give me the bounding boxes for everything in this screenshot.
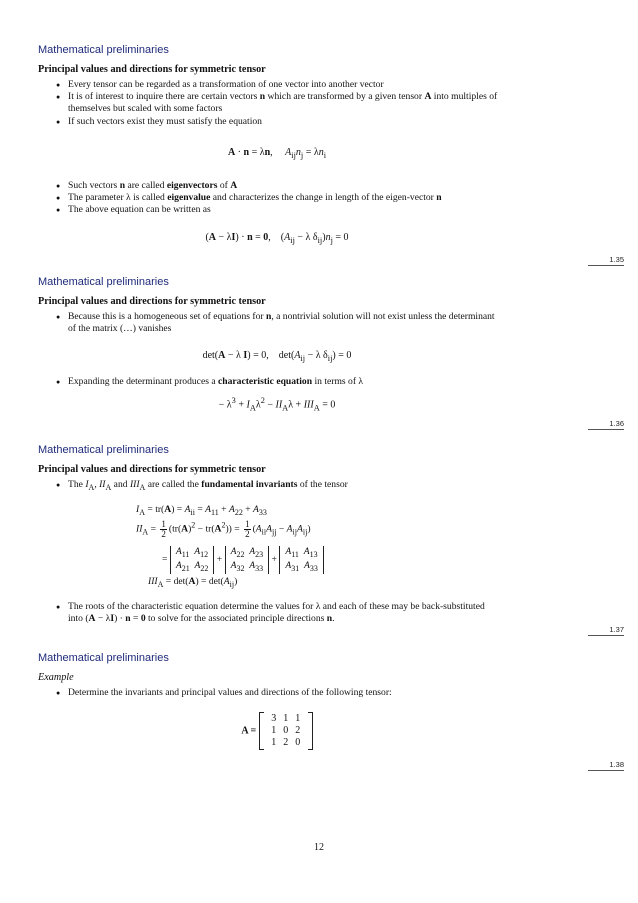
bullet-item: ● Expanding the determinant produces a characteristic equation in terms of λ xyxy=(56,376,498,388)
bullet-item: ● It is of interest to inquire there are certain vectors n which are transformed by a given tensor A into multiples of themselves but scaled with some factors xyxy=(56,91,498,115)
slide-1-37 xyxy=(38,444,624,636)
slide-number: 1.36 xyxy=(609,419,624,428)
invariant-2: $II_A$ = $\frac{1}{2}$ $(tr(A)^2 - tr(A^2))$ = $\frac{1}{2}$ $(A_{ii}A_{jj} - A_{ij}A_{ij})$ xyxy=(136,519,311,539)
bullet-list xyxy=(56,311,498,335)
invariant-3: $III_A = \det(A) = \det(A_{ij})$ xyxy=(148,576,238,589)
minor-determinant: $A_{11}$ $A_{13}$ $A_{31}$ $A_{33}$ xyxy=(279,546,324,574)
slide-divider xyxy=(588,265,624,266)
slide-subtitle: Example xyxy=(38,672,74,683)
slide-divider xyxy=(588,770,624,771)
bullet-item: ● Such vectors n are called eigenvectors of A xyxy=(56,180,498,192)
example-matrix xyxy=(259,712,313,750)
slide-subtitle: Principal values and directions for symmetric tensor xyxy=(38,296,266,307)
bullet-list xyxy=(56,79,498,128)
invariant-2-determinants: = $A_{11}$ $A_{12}$ $A_{21}$ $A_{22} + A_{22}$ $A_{23}$ $A_{32}$ $A_{33} + A_{11}$ $A_{13}$ $A_{31}$ $A_{33}$ xyxy=(162,546,324,574)
slide-title: Mathematical preliminaries xyxy=(38,652,169,664)
slide-number: 1.38 xyxy=(609,760,624,769)
slide-title: Mathematical preliminaries xyxy=(38,444,169,456)
slide-divider xyxy=(588,429,624,430)
bullet-item: ● If such vectors exist they must satisfy the equation xyxy=(56,116,498,128)
eigen-equation: A · n = λn, $A_{ij}n_j = \lambda n_i$ xyxy=(227,147,327,160)
bullet-item: ● Because this is a homogeneous set of equations for n, a nontrivial solution will not exist unless the determinant of the matrix (…) vanishes xyxy=(56,311,498,335)
bullet-list xyxy=(56,687,498,699)
matrix-row: 1 2 0 xyxy=(271,737,301,748)
bullet-list xyxy=(56,601,498,625)
bullet-item: ● The above equation can be written as xyxy=(56,204,498,216)
bullet-list xyxy=(56,479,498,494)
slide-1-36 xyxy=(38,276,624,430)
homogeneous-equation: (A − λI) · n = 0, ($A_{ij} - \lambda$ $\delta_{ij})n_j = 0$ xyxy=(205,232,349,245)
bullet-item: ● The $I_A$, $II_A$ and $III_A$ are called the fundamental invariants of the tensor xyxy=(56,479,498,494)
bullet-list xyxy=(56,180,498,217)
matrix-label: A = xyxy=(241,725,257,737)
bullet-item: ● Determine the invariants and principal values and directions of the following tensor: xyxy=(56,687,498,699)
bullet-item: ● The roots of the characteristic equation determine the values for λ and each of these may be back-substituted into (A − λI) · n = 0 to solve for the associated principle directions n. xyxy=(56,601,498,625)
bullet-item: ● The parameter λ is called eigenvalue and characterizes the change in length of the eigen-vector n xyxy=(56,192,498,204)
invariant-1: $I_A = tr(A) = A_{ii} = A_{11} + A_{22} + A_{33}$ xyxy=(136,504,267,517)
bullet-item: ● Every tensor can be regarded as a transformation of one vector into another vector xyxy=(56,79,498,91)
slide-number: 1.35 xyxy=(609,255,624,264)
slide-1-38 xyxy=(38,652,624,772)
characteristic-equation: − $\lambda^3 + I_A\lambda^2 - II_A\lambda + III_A = 0$ xyxy=(218,396,336,413)
minor-determinant: $A_{22}$ $A_{23}$ $A_{32}$ $A_{33}$ xyxy=(225,546,270,574)
matrix-row: 3 1 1 xyxy=(271,713,301,724)
page-number: 12 xyxy=(314,842,324,853)
slide-title: Mathematical preliminaries xyxy=(38,276,169,288)
slide-subtitle: Principal values and directions for symmetric tensor xyxy=(38,464,266,475)
bullet-list xyxy=(56,376,498,388)
slide-title: Mathematical preliminaries xyxy=(38,44,169,56)
determinant-equation: det(A − λ I) = 0, $\det(A_{ij} - \lambda$ $\delta_{ij}) = 0$ xyxy=(202,350,352,363)
minor-determinant: $A_{11}$ $A_{12}$ $A_{21}$ $A_{22}$ xyxy=(170,546,215,574)
slide-subtitle: Principal values and directions for symmetric tensor xyxy=(38,64,266,75)
slide-1-35 xyxy=(38,44,624,266)
slide-number: 1.37 xyxy=(609,625,624,634)
slide-divider xyxy=(588,635,624,636)
example-matrix-equation xyxy=(56,712,498,750)
matrix-row: 1 0 2 xyxy=(271,725,301,736)
